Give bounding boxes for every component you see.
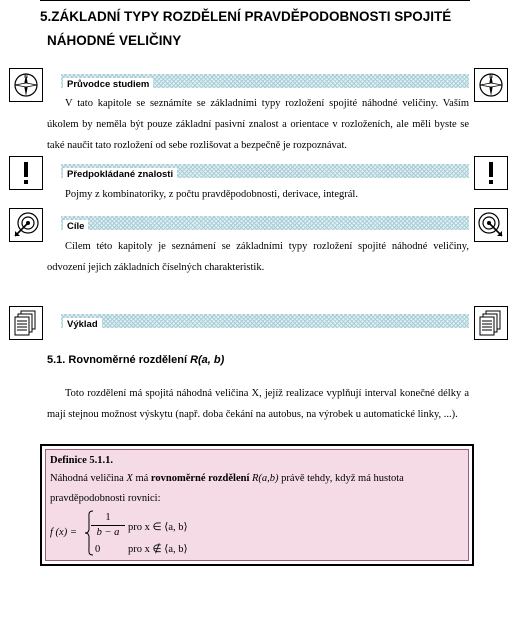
svg-text:N: N [489,74,493,80]
definition-box [40,444,474,566]
guide-heading-bar [61,74,469,88]
definition-label: Definice 5.1.1. [50,455,113,466]
compass-icon [9,68,43,102]
target-icon [9,208,43,242]
exclamation-icon-right [474,156,508,190]
guide-text: V tato kapitole se seznámíte se základními typy rozložení spojité náhodné veličiny. Vaším úkolem by neměla být pouze základní pasivní znalost a orientace v rozloženích, ale měli byste se také naučit tato rozložení od sebe rozlišovat a bezpečně je rozpoznávat. [47,98,469,151]
documents-icon-right [474,306,508,340]
svg-text:N: N [24,74,28,80]
compass-icon-right [474,68,508,102]
formula-fraction: 1 b − a [91,512,125,539]
exclamation-icon [9,156,43,190]
top-rule [40,0,470,1]
explanation-heading: Výklad [63,318,102,332]
prereq-text: Pojmy z kombinatoriky, z počtu pravděpodobnosti, derivace, integrál. [65,189,358,200]
prereq-heading-bar [61,164,469,178]
target-icon-right [474,208,508,242]
goals-heading-bar [61,216,469,230]
section-title: 5.1. Rovnoměrné rozdělení R(a, b) [47,354,225,366]
guide-heading: Průvodce studiem [63,78,153,92]
goals-heading: Cíle [63,220,88,234]
formula-lhs: f (x) = [50,527,77,538]
section-text: Toto rozdělení má spojitá náhodná veličina X, jejíž realizace vyplňují interval konečné délky a mají stejnou možnost výskytu (např. doba čekání na autobus, na výrobek u automatické linky, ...). [47,388,469,420]
explanation-heading-bar [61,314,469,328]
chapter-title: 5.ZÁKLADNÍ TYPY ROZDĚLENÍ PRAVDĚPODOBNOSTI SPOJITÉ NÁHODNÉ VELIČINY [40,9,452,48]
documents-icon [9,306,43,340]
prereq-heading: Předpokládané znalosti [63,168,177,182]
goals-text: Cílem této kapitoly je seznámení se základními typy rozložení spojité náhodné veličiny, odvození jejich základních číselných charakteristik. [47,241,469,273]
definition-line2: pravděpodobnosti rovnici: [50,493,161,504]
formula-case2-value: 0 [95,544,101,555]
formula-case2-condition: pro x ∉ ⟨a, b⟩ [128,544,188,555]
definition-line1: Náhodná veličina X má rovnoměrné rozdělení R(a,b) právě tehdy, když má hustota [50,473,404,484]
formula-case1-condition: pro x ∈ ⟨a, b⟩ [128,522,188,533]
